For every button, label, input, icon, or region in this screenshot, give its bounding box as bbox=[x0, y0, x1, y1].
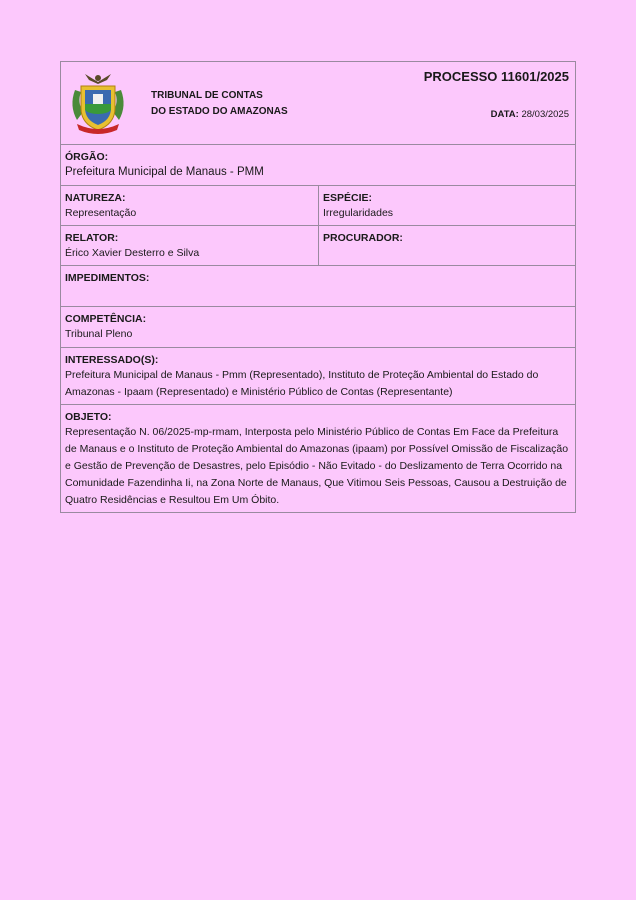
impedimentos-label: IMPEDIMENTOS: bbox=[65, 272, 150, 284]
orgao-label: ÓRGÃO: bbox=[65, 151, 109, 163]
court-name-line2: DO ESTADO DO AMAZONAS bbox=[151, 106, 288, 117]
natureza-label: NATUREZA: bbox=[65, 192, 126, 204]
tce-am-coat-of-arms-icon bbox=[67, 68, 129, 138]
date-value: 28/03/2025 bbox=[521, 109, 569, 120]
process-date bbox=[491, 109, 569, 120]
natureza-value: Representação bbox=[65, 207, 137, 219]
interessados-label: INTERESSADO(S): bbox=[65, 354, 159, 366]
procurador-label: PROCURADOR: bbox=[323, 232, 403, 244]
header bbox=[61, 62, 575, 144]
interessados-value: Prefeitura Municipal de Manaus - Pmm (Representado), Instituto de Proteção Ambiental do Estado do Amazonas - Ipaam (Representado) e Ministério Público de Contas (Representante) bbox=[65, 369, 539, 398]
orgao-value: Prefeitura Municipal de Manaus - PMM bbox=[65, 166, 264, 178]
especie-value: Irregularidades bbox=[323, 207, 394, 219]
orgao-section bbox=[61, 144, 575, 185]
especie-section bbox=[319, 186, 575, 225]
procurador-section bbox=[319, 226, 575, 265]
objeto-value: Representação N. 06/2025-mp-rmam, Interposta pelo Ministério Público de Contas Em Face da Prefeitura de Manaus e o Instituto de Proteção Ambiental do Amazonas (ipaam) por Possível Omissão de Fiscalização e Gestão de Prevenção de Desastres, pelo Episódio - Não Evitado - do Deslizamento de Terra Ocorrido na Comunidade Fazendinha Ii, na Zona Norte de Manaus, Que Vitimou Seis Pessoas, Causou a Destruição de Quatro Residências e Resultou Em Um Óbito. bbox=[65, 426, 569, 506]
interessados-section bbox=[61, 347, 575, 404]
objeto-section bbox=[61, 404, 575, 512]
relator-label: RELATOR: bbox=[65, 232, 119, 244]
process-number: PROCESSO 11601/2025 bbox=[423, 69, 569, 84]
competencia-label: COMPETÊNCIA: bbox=[65, 313, 147, 325]
date-label: DATA: bbox=[490, 109, 519, 120]
relator-value: Érico Xavier Desterro e Silva bbox=[65, 247, 200, 259]
objeto-label: OBJETO: bbox=[65, 411, 112, 423]
court-name-line1: TRIBUNAL DE CONTAS bbox=[151, 90, 263, 101]
court-name bbox=[151, 88, 288, 120]
especie-label: ESPÉCIE: bbox=[323, 192, 373, 204]
relator-procurador-row bbox=[61, 225, 575, 265]
natureza-especie-row bbox=[61, 185, 575, 225]
natureza-section bbox=[61, 186, 319, 225]
relator-section bbox=[61, 226, 319, 265]
process-sheet bbox=[60, 61, 576, 513]
competencia-section bbox=[61, 306, 575, 347]
competencia-value: Tribunal Pleno bbox=[65, 328, 133, 340]
impedimentos-section bbox=[61, 265, 575, 306]
